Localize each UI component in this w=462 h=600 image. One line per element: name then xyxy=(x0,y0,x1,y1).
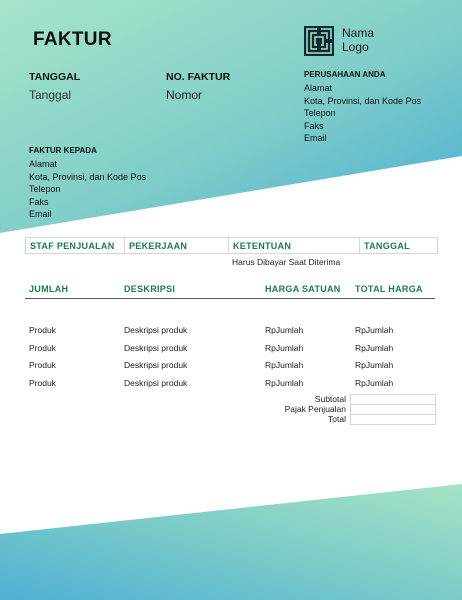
items-header-total-price: TOTAL HARGA xyxy=(355,284,423,294)
item-row-4-desc: Deskripsi produk xyxy=(124,378,188,388)
item-row-2-total: RpJumlah xyxy=(355,343,394,353)
items-header-rule xyxy=(25,298,435,299)
bill-to-fax: Faks xyxy=(29,196,49,207)
item-row-3-unit: RpJumlah xyxy=(265,360,304,370)
bill-to-city: Kota, Provinsi, dan Kode Pos xyxy=(29,171,147,182)
bill-to-address: Alamat xyxy=(29,159,58,169)
item-row-1-desc: Deskripsi produk xyxy=(124,325,188,335)
items-header-qty: JUMLAH xyxy=(29,284,69,294)
total-label: Total xyxy=(328,414,346,424)
invoice-title: FAKTUR xyxy=(33,29,112,50)
terms-value: Harus Dibayar Saat Diterima xyxy=(232,257,341,267)
logo-text xyxy=(342,26,374,54)
subtotal-label: Subtotal xyxy=(314,394,346,404)
company-email: Email xyxy=(304,133,327,143)
date-value: Tanggal xyxy=(29,88,72,102)
header-sales-staff: STAF PENJUALAN xyxy=(26,238,125,253)
company-block xyxy=(304,70,421,145)
maze-logo-icon xyxy=(304,26,334,56)
date-label: TANGGAL xyxy=(29,71,81,83)
bill-to-email: Email xyxy=(29,209,52,219)
sales-info-table xyxy=(25,237,438,254)
header-job: PEKERJAAN xyxy=(125,238,229,253)
header-date: TANGGAL xyxy=(364,240,410,251)
item-row-3-qty: Produk xyxy=(29,360,56,370)
bill-to-block xyxy=(29,146,146,221)
item-row-1-total: RpJumlah xyxy=(355,325,394,335)
logo-line-2: Logo xyxy=(342,40,369,54)
invoice-number-label: NO. FAKTUR xyxy=(166,71,231,83)
company-fax: Faks xyxy=(304,120,324,131)
item-row-1-unit: RpJumlah xyxy=(265,325,304,335)
header-terms: KETENTUAN xyxy=(229,238,360,253)
item-row-1-qty: Produk xyxy=(29,325,56,335)
items-header-desc: DESKRIPSI xyxy=(124,284,176,294)
bill-to-label: FAKTUR KEPADA xyxy=(29,146,97,155)
item-row-4-qty: Produk xyxy=(29,378,56,388)
bill-to-phone: Telepon xyxy=(29,184,61,194)
invoice-number-value: Nomor xyxy=(166,88,203,102)
item-row-2-unit: RpJumlah xyxy=(265,343,304,353)
item-row-3-desc: Deskripsi produk xyxy=(124,360,188,370)
items-header-unit-price: HARGA SATUAN xyxy=(265,284,341,294)
company-city: Kota, Provinsi, dan Kode Pos xyxy=(304,95,422,106)
item-row-2-desc: Deskripsi produk xyxy=(124,343,188,353)
sales-tax-label: Pajak Penjualan xyxy=(284,404,346,414)
item-row-3-total: RpJumlah xyxy=(355,360,394,370)
item-row-2-qty: Produk xyxy=(29,343,56,353)
item-row-4-unit: RpJumlah xyxy=(265,378,304,388)
bottom-gradient-band xyxy=(0,484,462,600)
item-row-4-total: RpJumlah xyxy=(355,378,394,388)
company-address: Alamat xyxy=(304,83,333,93)
total-value-box xyxy=(350,414,436,425)
logo-line-1: Nama xyxy=(342,26,375,40)
company-label: PERUSAHAAN ANDA xyxy=(304,70,386,79)
company-phone: Telepon xyxy=(304,108,336,118)
